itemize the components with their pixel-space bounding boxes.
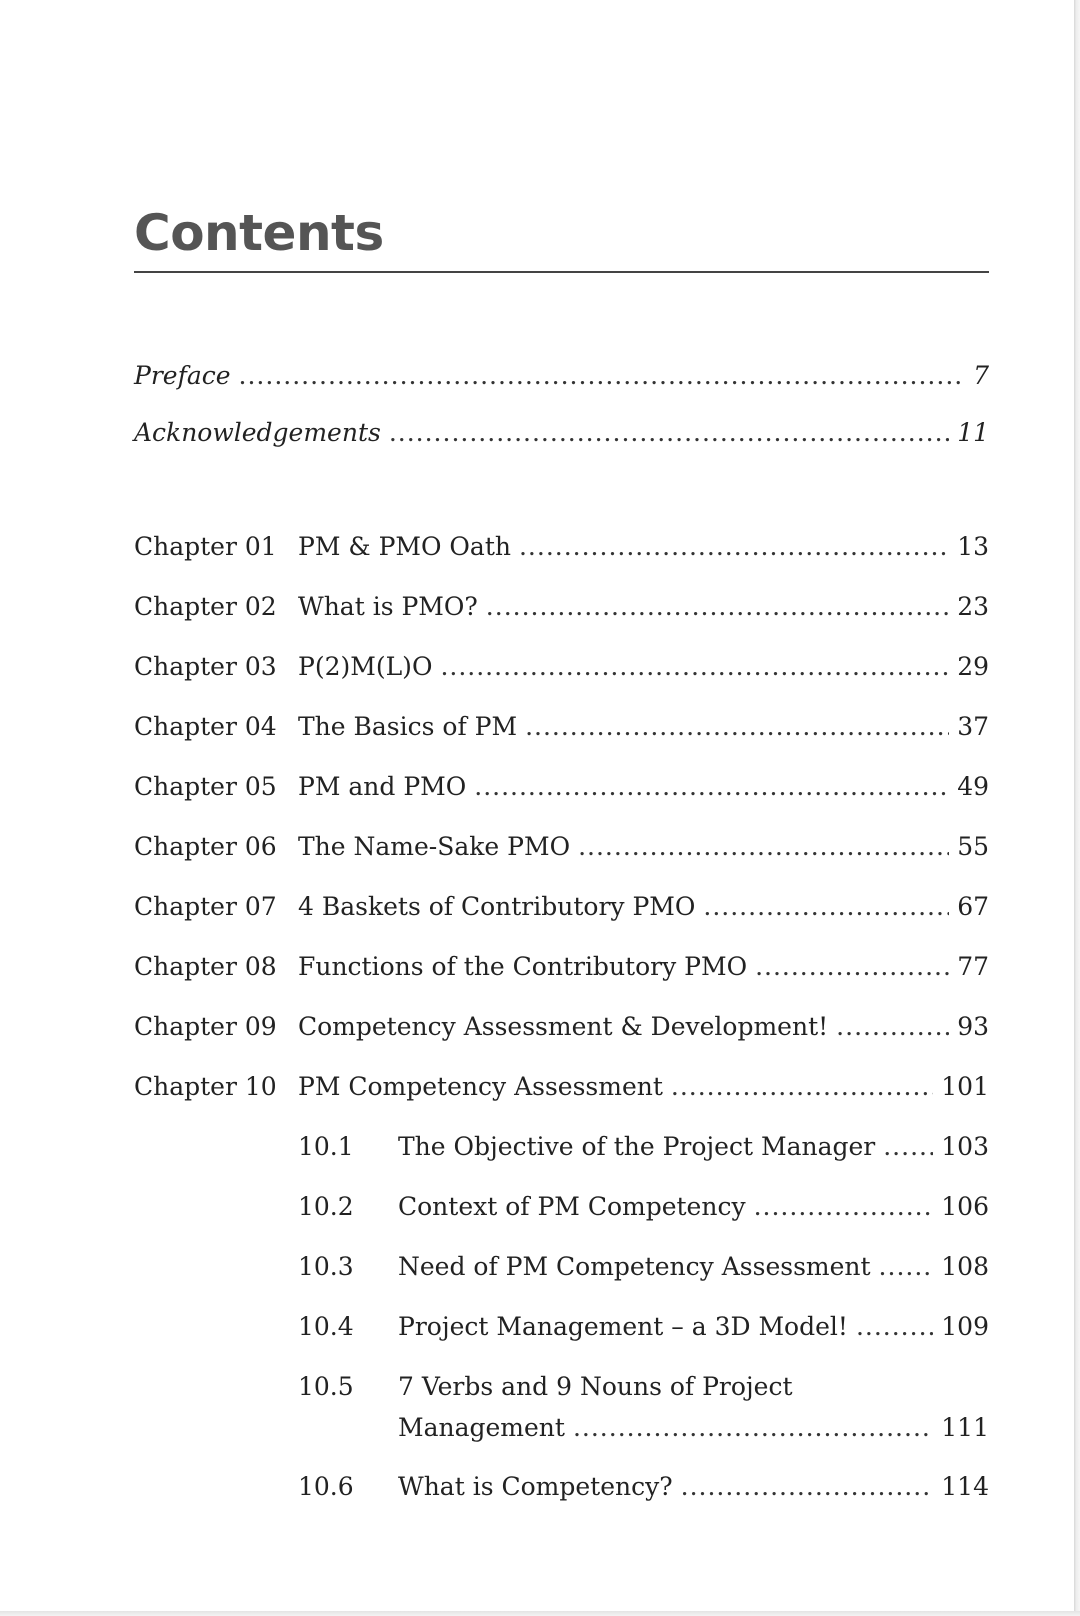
entry-title: Competency Assessment & Development!	[298, 1012, 829, 1041]
entry-title: Acknowledgements	[134, 418, 381, 447]
page-number: 13	[957, 532, 989, 561]
dot-leader	[525, 707, 949, 747]
entry-title: Project Management – a 3D Model!	[398, 1312, 848, 1341]
dot-leader	[703, 887, 949, 927]
toc-entry-chapter-05[interactable]	[134, 767, 989, 807]
entry-title: PM Competency Assessment	[298, 1072, 663, 1101]
section-number: 10.6	[298, 1472, 354, 1501]
dot-leader	[879, 1247, 934, 1287]
entry-title: What is PMO?	[298, 592, 478, 621]
chapter-label: Chapter 10	[134, 1072, 277, 1101]
toc-entry-section-10-1[interactable]	[134, 1127, 989, 1167]
page-number: 108	[941, 1252, 989, 1281]
toc-entry-section-10-2[interactable]	[134, 1187, 989, 1227]
dot-leader	[671, 1067, 933, 1107]
page-number: 55	[957, 832, 989, 861]
entry-title: The Objective of the Project Manager	[398, 1132, 876, 1161]
chapter-label: Chapter 04	[134, 712, 277, 741]
dot-leader	[578, 827, 949, 867]
section-number: 10.3	[298, 1252, 354, 1281]
entry-title: 4 Baskets of Contributory PMO	[298, 892, 696, 921]
entry-title-line-1: 7 Verbs and 9 Nouns of Project	[398, 1372, 793, 1401]
page-number: 111	[941, 1413, 989, 1442]
chapter-label: Chapter 05	[134, 772, 277, 801]
toc-entry-section-10-5-continued[interactable]	[134, 1408, 989, 1448]
dot-leader	[883, 1127, 933, 1167]
dot-leader	[474, 767, 949, 807]
page-number: 93	[957, 1012, 989, 1041]
chapter-label: Chapter 08	[134, 952, 277, 981]
page-number: 67	[957, 892, 989, 921]
toc-entry-chapter-09[interactable]	[134, 1007, 989, 1047]
toc-entry-chapter-06[interactable]	[134, 827, 989, 867]
entry-title-line-2: Management	[398, 1413, 565, 1442]
dot-leader	[681, 1467, 934, 1507]
page-number: 37	[957, 712, 989, 741]
page-bottom-edge	[0, 1611, 1080, 1616]
dot-leader	[440, 647, 949, 687]
toc-entry-chapter-02[interactable]	[134, 587, 989, 627]
entry-title: The Basics of PM	[298, 712, 518, 741]
toc-entry-section-10-3[interactable]	[134, 1247, 989, 1287]
page-title: Contents	[134, 204, 384, 262]
dot-leader	[573, 1408, 933, 1448]
page-number: 106	[941, 1192, 989, 1221]
entry-title: What is Competency?	[398, 1472, 673, 1501]
entry-title: The Name-Sake PMO	[298, 832, 571, 861]
toc-entry-chapter-07[interactable]	[134, 887, 989, 927]
page-number: 103	[941, 1132, 989, 1161]
toc-entry-chapter-08[interactable]	[134, 947, 989, 987]
toc-entry-section-10-4[interactable]	[134, 1307, 989, 1347]
entry-title: Need of PM Competency Assessment	[398, 1252, 871, 1281]
title-underline	[134, 271, 989, 273]
page-number: 49	[957, 772, 989, 801]
chapter-label: Chapter 01	[134, 532, 277, 561]
page-number: 29	[957, 652, 989, 681]
chapter-label: Chapter 03	[134, 652, 277, 681]
entry-title: PM & PMO Oath	[298, 532, 511, 561]
entry-title: P(2)M(L)O	[298, 652, 433, 681]
dot-leader	[754, 1187, 934, 1227]
toc-entry-chapter-03[interactable]	[134, 647, 989, 687]
dot-leader	[856, 1307, 933, 1347]
dot-leader	[519, 527, 949, 567]
dot-leader	[486, 587, 949, 627]
toc-entry-chapter-04[interactable]	[134, 707, 989, 747]
page-number: 77	[957, 952, 989, 981]
toc-entry-acknowledgements[interactable]	[134, 413, 989, 453]
dot-leader	[389, 413, 949, 453]
chapter-label: Chapter 06	[134, 832, 277, 861]
section-number: 10.1	[298, 1132, 354, 1161]
toc-entry-chapter-10[interactable]	[134, 1067, 989, 1107]
page-edge-shadow	[1074, 0, 1080, 1616]
chapter-label: Chapter 02	[134, 592, 277, 621]
chapter-label: Chapter 07	[134, 892, 277, 921]
page-number: 7	[973, 361, 989, 390]
entry-title: Preface	[134, 361, 231, 390]
page-number: 23	[957, 592, 989, 621]
dot-leader	[755, 947, 949, 987]
page-number: 109	[941, 1312, 989, 1341]
dot-leader	[239, 356, 966, 396]
section-number: 10.4	[298, 1312, 354, 1341]
section-number: 10.5	[298, 1372, 354, 1401]
toc-entry-preface[interactable]	[134, 356, 989, 396]
chapter-label: Chapter 09	[134, 1012, 277, 1041]
toc-entry-chapter-01[interactable]	[134, 527, 989, 567]
toc-entry-section-10-6[interactable]	[134, 1467, 989, 1507]
section-number: 10.2	[298, 1192, 354, 1221]
dot-leader	[836, 1007, 949, 1047]
page-number: 101	[941, 1072, 989, 1101]
entry-title: Functions of the Contributory PMO	[298, 952, 748, 981]
entry-title: Context of PM Competency	[398, 1192, 746, 1221]
page-number: 11	[957, 418, 989, 447]
page-number: 114	[941, 1472, 989, 1501]
entry-title: PM and PMO	[298, 772, 467, 801]
